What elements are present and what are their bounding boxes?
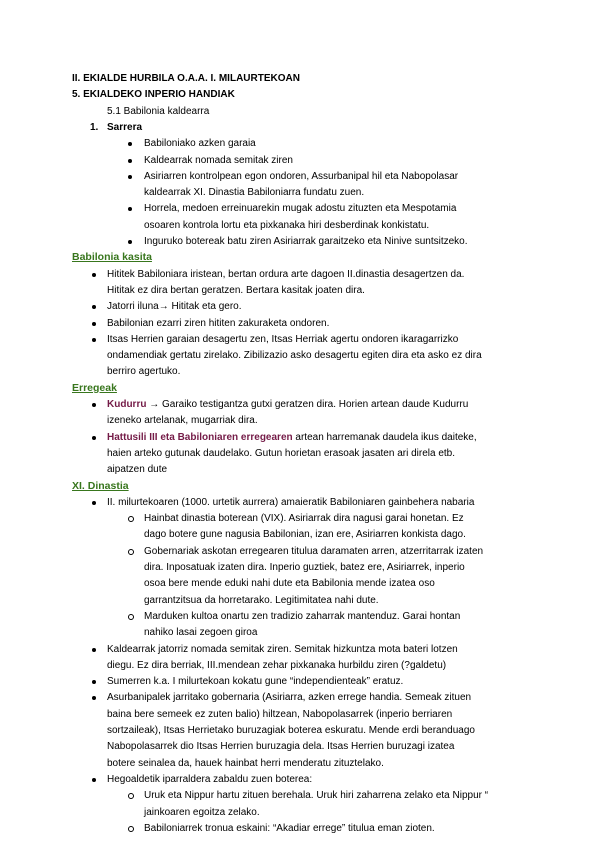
section-heading-kasita: Babilonia kasita — [72, 251, 152, 264]
bullet-icon — [128, 159, 132, 163]
list-item: Nabopolasarrek dio Itsas Herrien buruzagia dela. Itsas Herrien buruzagi izatea — [107, 741, 455, 753]
list-item: Hegoaldetik iparraldera zabaldu zuen boterea: — [107, 773, 313, 785]
bullet-icon — [92, 696, 96, 700]
sub-list-item: jainkoaren egoitza zelako. — [144, 806, 260, 818]
sub-list-item: Uruk eta Nippur hartu zituen berehala. Uruk hiri zaharrena zelako eta Nippur “ — [144, 790, 489, 802]
list-item: berriro agertuko. — [107, 366, 181, 378]
bullet-icon — [128, 142, 132, 146]
section-heading: 5. EKIALDEKO INPERIO HANDIAK — [72, 89, 235, 101]
subsection-heading: 5.1 Babilonia kaldearra — [107, 105, 210, 117]
list-item: kaldearrak XI. Dinastia Babiloniarra fundatu zuen. — [144, 187, 365, 199]
sub-list-item: Marduken kultoa onartu zen tradizio zaharrak mantenduz. Garai hontan — [144, 610, 461, 622]
list-item: baina bere semeek ez zuten balio) hiltzean, Nabopolasarrek (inperio berriaren — [107, 708, 453, 720]
sub-list-item: nahiko lasai zegoen giroa — [144, 627, 258, 639]
list-item: Hititek Babiloniara iristean, bertan ordura arte dagoen II.dinastia desagertzen da. — [107, 268, 465, 280]
bullet-icon — [128, 207, 132, 211]
list-item: II. milurtekoaren (1000. urtetik aurrera) amaieratik Babiloniaren gainbehera nabaria — [107, 496, 475, 508]
circle-bullet-icon — [128, 614, 134, 620]
bullet-icon — [92, 403, 96, 407]
list-item: Hititak ez dira bertan geratzen. Bertara kasitak joaten dira. — [107, 284, 365, 296]
bullet-icon — [92, 778, 96, 782]
bullet-icon — [92, 501, 96, 505]
list-item: botere seinalea da, hauek hainbat herri menderatu zituztelako. — [107, 757, 384, 769]
bullet-icon — [92, 680, 96, 684]
list-item: Babilonian ezarri ziren hititen zakuraketa ondoren. — [107, 317, 330, 329]
list-item-continuation: aipatzen dute — [107, 464, 168, 476]
list-item — [107, 397, 468, 412]
circle-bullet-icon — [128, 793, 134, 799]
list-item: ondamendiak gertatu zirelako. Zibilizazio asko desagertu egiten dira eta asko ez dira — [107, 350, 482, 362]
list-item: osoaren kontrola lortu eta pixkanaka hiri desberdinak konkistatu. — [144, 219, 430, 231]
sub-list-item: dago botere gune nagusia Babilonian, izan ere, Asiriarren konkista dago. — [144, 529, 466, 541]
list-item: Jatorri iluna→ Hititak eta gero. — [107, 301, 242, 313]
circle-bullet-icon — [128, 516, 134, 522]
sub-list-item: Gobernariak askotan erregearen titulua daramaten arren, atzerritarrak izaten — [144, 545, 484, 557]
list-item: Itsas Herrien garaian desagertu zen, Itsas Herriak agertu ondoren ikaragarrizko — [107, 333, 459, 345]
list-item: sortzaileak), Itsas Herrietako buruzagiak boterea eskuratu. Mende erdi beranduago — [107, 725, 475, 736]
list-item: Inguruko botereak batu ziren Asiriarrak garaitzeko eta Ninive suntsitzeko. — [144, 236, 468, 247]
bullet-icon — [128, 175, 132, 179]
bullet-icon — [92, 273, 96, 277]
sub-list-item: Babiloniarrek tronua eskaini: “Akadiar errege” titulua eman zioten. — [144, 822, 435, 834]
list-item: Kaldearrak nomada semitak ziren — [144, 154, 293, 166]
bullet-icon — [92, 322, 96, 326]
sub-list-item: Hainbat dinastia boterean (VIX). Asiriarrak dira nagusi garai honetan. Ez — [144, 513, 464, 525]
item-text: artean harremanak daudela ikus daiteke, — [292, 431, 477, 443]
list-item-continuation: izeneko artelanak, mugarriak dira. — [107, 415, 258, 427]
item-text: → Garaiko testigantza gutxi geratzen dira. Horien artean daude Kudurru — [146, 399, 469, 410]
bullet-icon — [92, 338, 96, 342]
list-item: Horrela, medoen erreinuarekin mugak adostu zituzten eta Mespotamia — [144, 203, 457, 215]
sub-list-item: osoa bere mende eduki nahi dute eta Babilonia mende izatea oso — [144, 578, 435, 590]
section-heading-xi: XI. Dinastia — [72, 479, 129, 492]
list-item-continuation: haien arteko gutunak daudelako. Gutun horietan erasoak jasaten ari direla etb. — [107, 447, 456, 459]
list-item: diegu. Ez dira berriak, III.mendean zehar pixkanaka hurbildu ziren (?galdetu) — [107, 659, 447, 671]
bullet-icon — [92, 436, 96, 440]
sarrera-heading: Sarrera — [107, 121, 143, 133]
bullet-icon — [92, 648, 96, 652]
list-item: Babiloniako azken garaia — [144, 138, 256, 150]
list-item: Asiriarren kontrolpean egon ondoren, Assurbanipal hil eta Nabopolasar — [144, 170, 459, 182]
page-title: II. EKIALDE HURBILA O.A.A. I. MILAURTEKOAN — [72, 73, 300, 84]
bullet-icon — [128, 240, 132, 244]
list-item: Asurbanipalek jarritako gobernaria (Asiriarra, azken errege handia. Semeak zituen — [107, 692, 472, 704]
highlight-term: Kudurru — [107, 399, 147, 410]
list-item: Kaldearrak jatorriz nomada semitak ziren. Semitak hizkuntza mota bateri lotzen — [107, 643, 458, 655]
bullet-icon — [92, 305, 96, 309]
sub-list-item: garrantzitsua da horretarako. Legitimitatea nahi dute. — [144, 594, 379, 606]
sub-list-item: dira. Inposatuak izaten dira. Inperio guztiek, batez ere, Asiriarrek, inperio — [144, 562, 465, 573]
section-heading-erregeak: Erregeak — [72, 381, 117, 394]
list-item — [107, 430, 477, 445]
circle-bullet-icon — [128, 549, 134, 555]
list-item: Sumerren k.a. I milurtekoan kokatu gune “independienteak” eratuz. — [107, 676, 404, 688]
list-number: 1. — [90, 121, 99, 133]
circle-bullet-icon — [128, 826, 134, 832]
highlight-term: Hattusili III eta Babiloniaren erregearen — [107, 431, 293, 443]
